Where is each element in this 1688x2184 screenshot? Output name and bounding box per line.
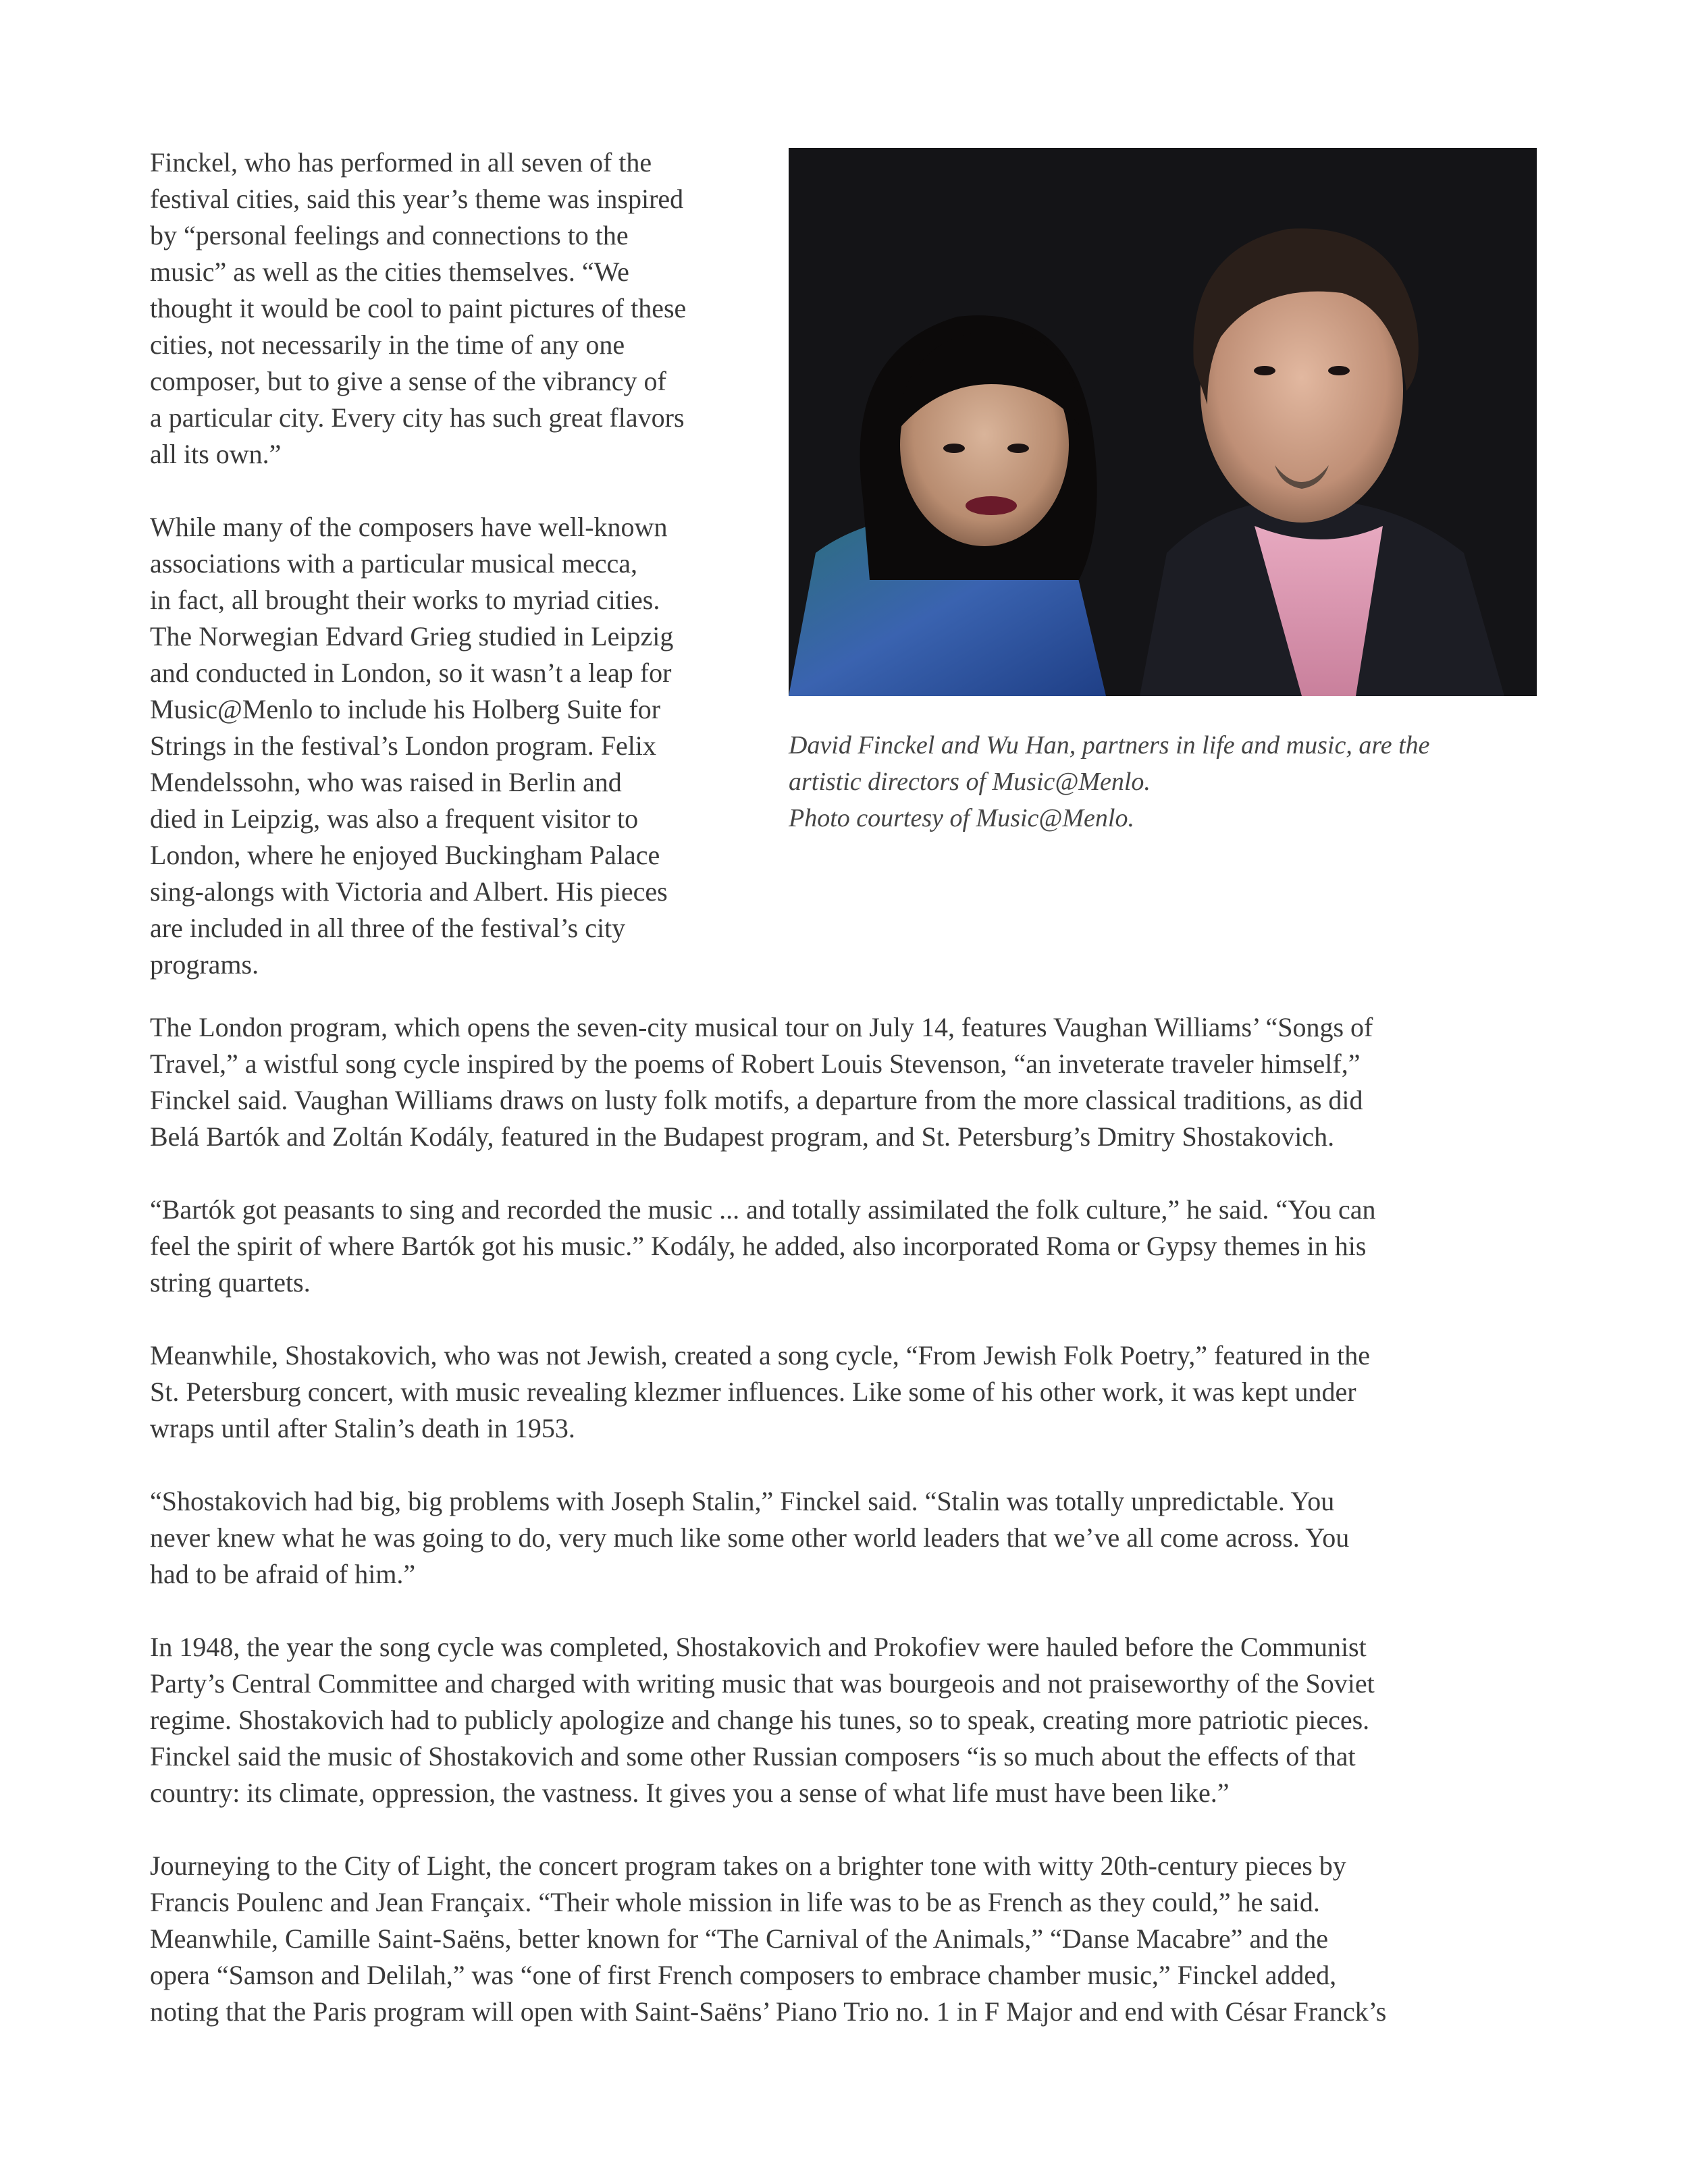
body-paragraph-5: In 1948, the year the song cycle was completed, Shostakovich and Prokofiev were hauled before the Communist Party’s Central Committee and charged with writing music that was bourgeois and not praiseworthy of the Soviet regime. Shostakovich had to publicly apologize and change his tunes, so to speak, creating more patriotic pieces. Finckel said the music of Shostakovich and some other Russian composers “is so much about the effects of that country: its climate, oppression, the vastness. It gives you a sense of what life must have been like.” <box>150 1632 1375 1808</box>
portrait-photo <box>789 148 1537 696</box>
portrait-illustration <box>789 148 1537 696</box>
body-paragraph-6: Journeying to the City of Light, the concert program takes on a brighter tone with witty 20th-century pieces by Francis Poulenc and Jean Françaix. “Their whole mission in life was to be as French as they could,” he said. Meanwhile, Camille Saint-Saëns, better known for “The Carnival of the Animals,” “Danse Macabre” and the opera “Samson and Delilah,” was “one of first French composers to embrace chamber music,” Finckel added, noting that the Paris program will open with Saint-Saëns’ Piano Trio no. 1 in F Major and end with César Franck’s <box>150 1850 1387 2027</box>
body-paragraph-2: “Bartók got peasants to sing and recorded the music ... and totally assimilated the folk culture,” he said. “You can feel the spirit of where Bartók got his music.” Kodály, he added, also incorporated Roma or Gypsy themes in his string quartets. <box>150 1194 1376 1298</box>
left-paragraph-1: Finckel, who has performed in all seven of the festival cities, said this year’s theme was inspired by “personal feelings and connections to the music” as well as the cities themselves. “We thought it would be cool to paint pictures of these cities, not necessarily in the time of any one composer, but to give a sense of the vibrancy of a particular city. Every city has such great flavors all its own.” <box>150 147 687 469</box>
photo-caption <box>789 727 1537 836</box>
caption-line-1: David Finckel and Wu Han, partners in life and music, are the <box>789 731 1430 760</box>
left-paragraph-2: While many of the composers have well-known associations with a particular musical mecca, in fact, all brought their works to myriad cities. The Norwegian Edvard Grieg studied in Leipzig and conducted in London, so it wasn’t a leap for Music@Menlo to include his Holberg Suite for Strings in the festival’s London program. Felix Mendelssohn, who was raised in Berlin and died in Leipzig, was also a frequent visitor to London, where he enjoyed Buckingham Palace sing-alongs with Victoria and Albert. His pieces are included in all three of the festival’s city programs. <box>150 512 674 980</box>
body-paragraph-4: “Shostakovich had big, big problems with Joseph Stalin,” Finckel said. “Stalin was totally unpredictable. You never knew what he was going to do, very much like some other world leaders that we’ve all come across. You had to be afraid of him.” <box>150 1486 1350 1589</box>
body-text <box>150 1009 1541 2067</box>
body-paragraph-1: The London program, which opens the seven-city musical tour on July 14, features Vaughan Williams’ “Songs of Travel,” a wistful song cycle inspired by the poems of Robert Louis Stevenson, “an inveterate traveler himself,” Finckel said. Vaughan Williams draws on lusty folk motifs, a departure from the more classical traditions, as did Belá Bartók and Zoltán Kodály, featured in the Budapest program, and St. Petersburg’s Dmitry Shostakovich. <box>150 1012 1373 1152</box>
caption-line-3: Photo courtesy of Music@Menlo. <box>789 804 1134 832</box>
left-column <box>150 144 758 1019</box>
caption-line-2: artistic directors of Music@Menlo. <box>789 768 1151 796</box>
body-paragraph-3: Meanwhile, Shostakovich, who was not Jewish, created a song cycle, “From Jewish Folk Poetry,” featured in the St. Petersburg concert, with music revealing klezmer influences. Like some of his other work, it was kept under wraps until after Stalin’s death in 1953. <box>150 1340 1370 1443</box>
